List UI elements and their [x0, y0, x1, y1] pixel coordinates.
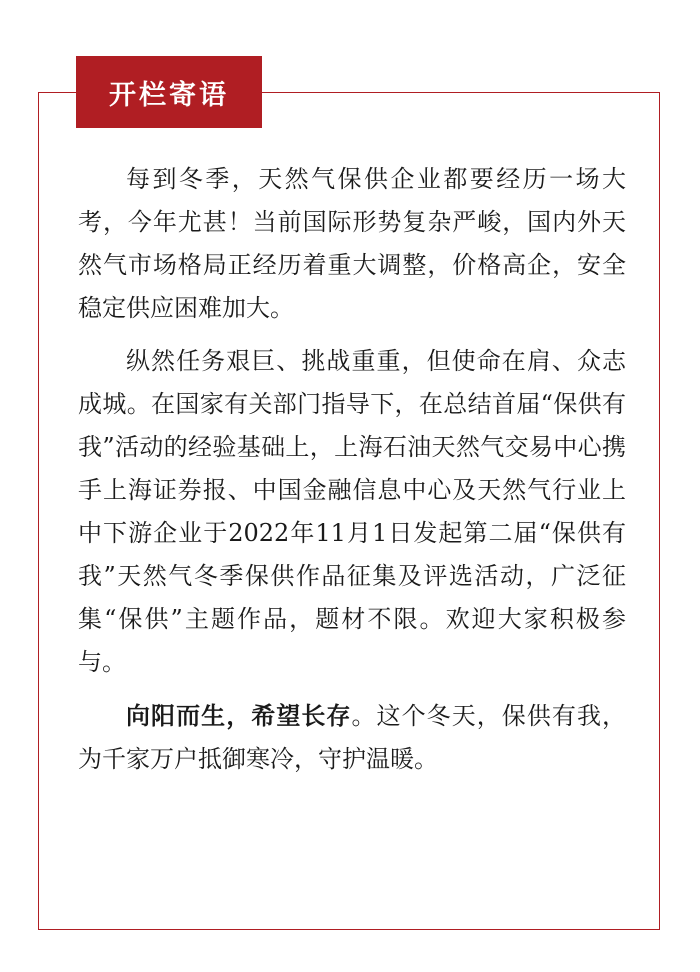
column-title: 开栏寄语 [109, 79, 229, 111]
paragraph-3-text: 。这个冬天，保供有我，为千家万户抵御寒冷，守护温暖。 [78, 702, 627, 773]
paragraph-1: 每到冬季，天然气保供企业都要经历一场大考，今年尤甚！当前国际形势复杂严峻，国内外天然气市场格局正经历着重大调整，价格高企，安全稳定供应困难加大。 [78, 165, 626, 322]
column-title-badge [76, 56, 262, 128]
paragraph-3-emphasis: 向阳而生，希望长存 [126, 701, 352, 730]
article-body [78, 158, 626, 791]
paragraph-3 [78, 694, 626, 781]
paragraph-2: 纵然任务艰巨、挑战重重，但使命在肩、众志成城。在国家有关部门指导下，在总结首届“保供有我”活动的经验基础上，上海石油天然气交易中心携手上海证券报、中国金融信息中心及天然气行业上中下游企业于2022年11月1日发起第二届“保供有我”天然气冬季保供作品征集及评选活动，广泛征集“保供”主题作品，题材不限。欢迎大家积极参与。 [78, 347, 626, 676]
